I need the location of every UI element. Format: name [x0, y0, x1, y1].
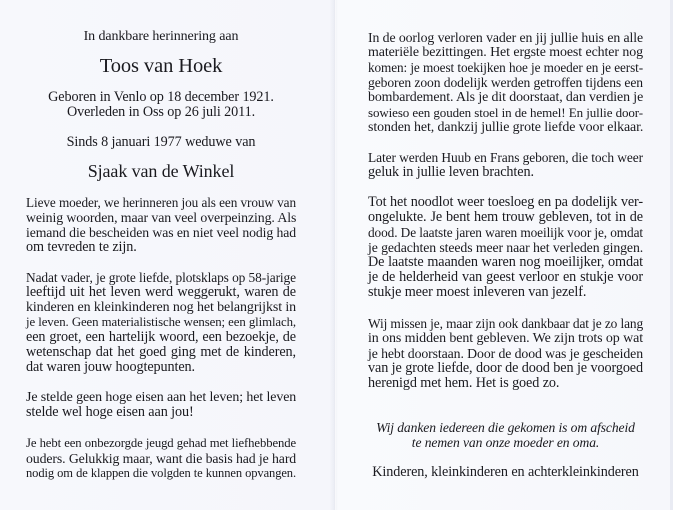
birth-info: Geboren in Venlo op 18 december 1921. — [48, 89, 274, 105]
widow-since: Sinds 8 januari 1977 weduwe van — [66, 134, 256, 150]
text-line: Je hebt een onbezorgde jeugd gehad met liefhebbende — [26, 436, 296, 450]
text-line: nodig om de klappen die volgden te kunnen opvangen. — [26, 466, 296, 480]
text-line: dood. De laatste jaren waren moeilijk voor je, omdat — [368, 225, 644, 240]
deceased-name: Toos van Hoek — [99, 55, 223, 77]
text-line: sowieso een gouden stoel in de hemel! En jullie door- — [368, 105, 643, 120]
text-line: geluk in jullie leven brachten. — [368, 164, 534, 180]
text-line: Lieve moeder, we herinneren jou als een vrouw van — [26, 195, 296, 210]
text-line: ouders. Gelukkig maar, want die basis had je hard — [26, 451, 297, 466]
text-line: Tot het noodlot weer toesloeg en pa dodelijk ver- — [368, 194, 643, 210]
death-info: Overleden in Oss op 26 juli 2011. — [66, 104, 256, 120]
text-line: Je stelde geen hoge eisen aan het leven; het leven — [26, 390, 297, 405]
text-line: van je grote liefde, door de dood ben je voorgoed — [368, 360, 643, 376]
text-line: De laatste maanden waren nog moeilijker, omdat — [368, 254, 643, 270]
text-line: weinig woorden, maar van veel overpeinzing. Als — [26, 210, 297, 225]
text-line: materiële bezittingen. Het ergste moest echter nog — [368, 45, 643, 60]
thanks-line: te nemen van onze moeder en oma. — [411, 435, 600, 450]
text-line: in ons midden bent gebleven. We zijn trots op wat — [368, 331, 643, 346]
text-line: je de helderheid van geest verloor en stukje voor — [368, 269, 643, 285]
text-line: komen: je moest toekijken hoe je moeder en je eerst- — [368, 60, 643, 75]
text-line: je leven. Geen materialistische wensen; een glimlach, — [26, 315, 296, 329]
fold-line — [334, 0, 336, 510]
text-line: stonden het, dankzij jullie grote liefde voor elkaar. — [368, 120, 644, 135]
text-line: ongelukte. Je bent hem trouw gebleven, tot in de — [368, 209, 643, 225]
text-line: stelde wel hoge eisen aan jou! — [26, 404, 194, 420]
text-line: om tevreden te zijn. — [26, 239, 137, 255]
text-line: herenigd met hem. Het is goed zo. — [368, 375, 560, 391]
dedication-heading: In dankbare herinnering aan — [83, 29, 239, 44]
text-line: stukje meer moest inleveren van jezelf. — [368, 284, 587, 300]
text-line: iemand die bescheiden was en niet veel nodig had — [26, 225, 296, 240]
text-line: geboren zoon dodelijk werden getroffen tijdens een — [368, 75, 643, 90]
thanks-line: Wij danken iedereen die gekomen is om afscheid — [376, 420, 635, 435]
text-line: je hebt doorstaan. Door de dood was je gescheiden — [368, 346, 643, 361]
text-line: je gedachten steeds meer naar het verleden gingen. — [368, 240, 644, 255]
text-line: Later werden Huub en Frans geboren, die toch weer — [368, 150, 643, 165]
text-line: bombardement. Als je dit doorstaat, dan verdien je — [368, 90, 644, 105]
text-line: wetenschap dat het goed ging met de kinderen, — [26, 344, 296, 360]
text-line: In de oorlog verloren vader en jij jullie huis en alle — [368, 30, 643, 45]
text-line: een groet, een hartelijk woord, een bezoekje, de — [26, 329, 296, 345]
text-line: dat waren jouw hoogtepunten. — [26, 359, 195, 375]
husband-name: Sjaak van de Winkel — [87, 161, 235, 181]
family-signature: Kinderen, kleinkinderen en achterkleinkinderen — [372, 464, 639, 480]
text-line: Nadat vader, je grote liefde, plotsklaps op 58-jarige — [26, 270, 296, 285]
text-line: kinderen en kleinkinderen nog het belangrijkst in — [26, 300, 297, 315]
text-line: leeftijd uit het leven werd weggerukt, waren de — [26, 284, 296, 300]
text-line: Wij missen je, maar zijn ook dankbaar dat je zo lang — [368, 316, 644, 331]
